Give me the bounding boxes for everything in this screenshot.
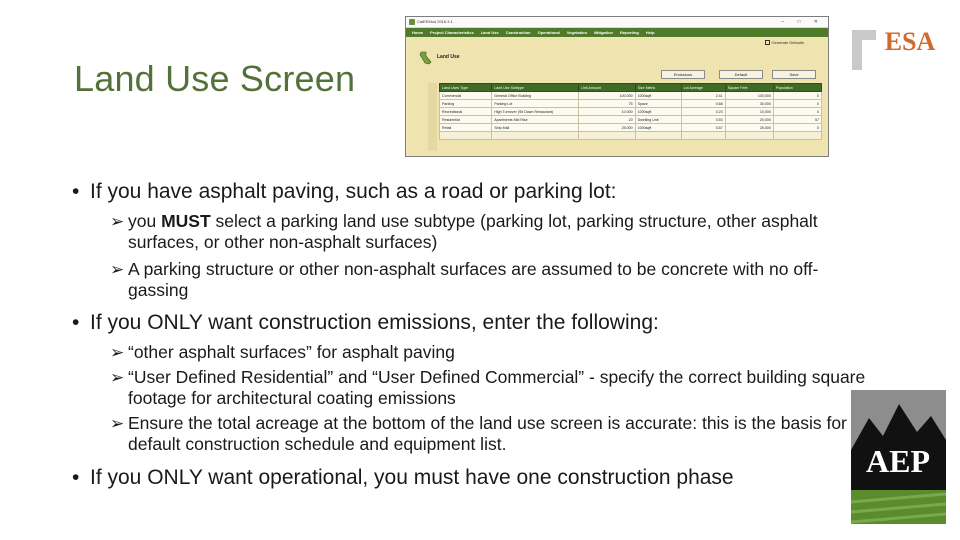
sub-bullet-text: you (128, 211, 162, 231)
generate-defaults-label: Generate Defaults (771, 40, 804, 45)
table-cell: 2.41 (681, 92, 725, 100)
screenshot-button-default: Default (719, 70, 763, 79)
screenshot-button-save: Save (772, 70, 816, 79)
table-row (440, 100, 822, 108)
table-cell: 10.000 (579, 108, 635, 116)
table-cell: 0 (773, 124, 821, 132)
table-header: Square Feet (725, 84, 773, 92)
bullet-3 (72, 466, 734, 490)
menu-item-construction: Construction (505, 30, 531, 35)
screenshot-row-gutter (428, 83, 437, 151)
table-cell: 57 (773, 116, 821, 124)
sub-bullet-2-2 (110, 367, 870, 409)
table-cell: Space (635, 100, 681, 108)
table-cell: 0.23 (681, 108, 725, 116)
sub-bullet-text: A parking structure or other non-asphalt surfaces are assumed to be concrete with no off-gassing (128, 259, 819, 300)
aep-logo (851, 390, 946, 524)
land-use-table (439, 83, 822, 140)
table-row (440, 92, 822, 100)
table-cell: Strip Mall (492, 124, 579, 132)
screenshot-panel (408, 38, 826, 154)
table-cell: Parking (440, 100, 492, 108)
sub-bullet-1-1 (110, 211, 870, 253)
sub-bullet-text: select a parking land use subtype (parking lot, parking structure, other asphalt surfaces, or other non-asphalt surfaces) (128, 211, 818, 252)
table-row (440, 116, 822, 124)
sub-bullet-2-1 (110, 342, 870, 363)
table-row (440, 132, 822, 140)
window-controls-icon: – □ ✕ (781, 19, 824, 25)
bullet-1-text: If you have asphalt paving, such as a road or parking lot: (90, 180, 617, 203)
table-cell: 0 (773, 100, 821, 108)
table-cell: 10,000 (725, 108, 773, 116)
table-cell: 1000sqft (635, 92, 681, 100)
table-cell: 0 (773, 92, 821, 100)
sub-bullet-1-2 (110, 259, 870, 301)
table-header: Size Metric (635, 84, 681, 92)
menu-item-help: Help (645, 30, 655, 35)
table-cell: 0 (773, 108, 821, 116)
esa-bracket-icon (852, 30, 876, 70)
table-cell: General Office Building (492, 92, 579, 100)
sub-bullet-text: “User Defined Residential” and “User Defined Commercial” - specify the correct building square footage for architectural coating emissions (128, 367, 866, 408)
menu-item-vegetation: Vegetation (566, 30, 588, 35)
app-icon (409, 19, 415, 25)
screenshot-titlebar (406, 17, 828, 28)
bullet-3-text: If you ONLY want operational, you must have one construction phase (90, 466, 734, 489)
arrow-right-icon: ➢ (110, 343, 125, 362)
table-cell: 0.53 (681, 116, 725, 124)
aep-logo-text: AEP (866, 443, 930, 479)
table-header: Land Use Subtype (492, 84, 579, 92)
bullet-dot-icon: • (72, 180, 80, 203)
table-cell: 100.000 (579, 92, 635, 100)
table-row (440, 108, 822, 116)
screenshot-heading: Land Use (437, 54, 460, 60)
arrow-right-icon: ➢ (110, 414, 125, 433)
table-cell: 25.000 (579, 124, 635, 132)
menu-item-project-characteristics: Project Characteristics (430, 30, 474, 35)
bullet-1 (72, 180, 617, 204)
esa-logo-text: ESA (884, 27, 936, 56)
screenshot-button-emissions: Emissions (661, 70, 705, 79)
table-cell: 20,000 (725, 116, 773, 124)
checkbox-icon (765, 40, 770, 45)
table-cell: Retail (440, 124, 492, 132)
sub-bullet-text: “other asphalt surfaces” for asphalt paving (128, 342, 455, 362)
menu-item-reporting: Reporting (619, 30, 639, 35)
table-cell: 0.68 (681, 100, 725, 108)
table-row (440, 124, 822, 132)
arrow-right-icon: ➢ (110, 368, 125, 387)
table-cell: 25,000 (725, 124, 773, 132)
land-use-screenshot (405, 16, 829, 157)
table-header: Unit Amount (579, 84, 635, 92)
table-cell: 0.57 (681, 124, 725, 132)
table-cell: 30,000 (725, 100, 773, 108)
table-cell: Recreational (440, 108, 492, 116)
table-cell: Dwelling Unit (635, 116, 681, 124)
table-cell: Residential (440, 116, 492, 124)
table-cell: 1000sqft (635, 124, 681, 132)
table-cell: Parking Lot (492, 100, 579, 108)
table-cell: Apartments Mid Rise (492, 116, 579, 124)
table-header-row (440, 84, 822, 92)
table-cell: High Turnover (Sit Down Restaurant) (492, 108, 579, 116)
menu-item-land-use: Land Use (480, 30, 499, 35)
screenshot-window-title: CalEEMod 2016.3.1 (417, 19, 453, 24)
arrow-right-icon: ➢ (110, 212, 125, 231)
bullet-2-text: If you ONLY want construction emissions, enter the following: (90, 311, 659, 334)
screenshot-menubar (406, 28, 828, 37)
sub-bullet-text: Ensure the total acreage at the bottom of the land use screen is accurate: this is the basis for default construction schedule and equipment list. (128, 413, 847, 454)
bullet-dot-icon: • (72, 466, 80, 489)
menu-item-operational: Operational (537, 30, 560, 35)
generate-defaults-checkbox (765, 40, 804, 45)
table-cell: 75 (579, 100, 635, 108)
menu-item-home: Home (412, 30, 424, 35)
bullet-dot-icon: • (72, 311, 80, 334)
table-cell: 1000sqft (635, 108, 681, 116)
table-header: Population (773, 84, 821, 92)
table-header: Lot Acreage (681, 84, 725, 92)
bullet-2 (72, 311, 659, 335)
sub-bullet-2-3 (110, 413, 870, 455)
slide-title: Land Use Screen (74, 58, 356, 99)
sub-bullet-emphasis: MUST (161, 211, 211, 231)
california-map-icon (419, 51, 432, 65)
table-header: Land Uses Type (440, 84, 492, 92)
table-cell: Commercial (440, 92, 492, 100)
table-cell: 100,000 (725, 92, 773, 100)
menu-item-mitigation: Mitigation (594, 30, 613, 35)
esa-logo (852, 22, 944, 80)
arrow-right-icon: ➢ (110, 260, 125, 279)
table-cell: 20 (579, 116, 635, 124)
